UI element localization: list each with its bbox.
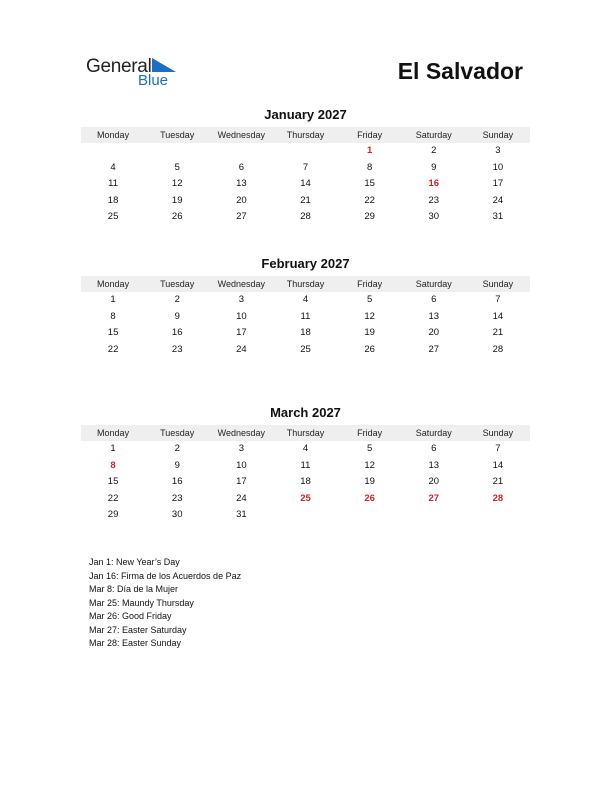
day-cell: 23: [171, 492, 183, 504]
month-title: March 2027: [270, 405, 341, 420]
weekday-header-row: [81, 425, 530, 441]
day-cell: 6: [238, 161, 244, 173]
weekday-header: Sunday: [482, 279, 514, 289]
day-cell: 30: [171, 509, 183, 520]
weekday-header: Saturday: [415, 279, 452, 289]
day-cell: 29: [107, 509, 119, 520]
holiday-note: Mar 26: Good Friday: [89, 611, 172, 621]
day-cell: 15: [107, 327, 119, 338]
day-cell: 13: [236, 178, 247, 189]
day-cell: 20: [428, 327, 440, 338]
day-cell: 24: [236, 492, 247, 504]
empty-day-cell: [466, 507, 530, 524]
weekday-header: Monday: [97, 279, 130, 289]
day-cell: 10: [236, 310, 247, 322]
week-row: [81, 292, 530, 309]
weekday-header: Tuesday: [160, 428, 195, 438]
day-cell: 11: [300, 310, 311, 322]
weekday-header-row: [81, 276, 530, 292]
day-cell: 4: [110, 161, 116, 173]
weekday-header: Wednesday: [217, 279, 266, 289]
weekday-header: Wednesday: [217, 130, 266, 140]
weekday-header: Monday: [97, 428, 130, 438]
day-cell: 1: [110, 443, 116, 454]
day-cell: 12: [364, 310, 375, 322]
day-cell: 19: [364, 476, 375, 487]
day-cell: 14: [492, 459, 504, 471]
day-cell: 1: [366, 145, 373, 156]
empty-day-cell: [145, 143, 209, 160]
week-row: [81, 474, 530, 491]
empty-day-cell: [209, 143, 273, 160]
empty-day-cell: [338, 507, 402, 524]
week-row: [81, 193, 530, 210]
day-cell: 16: [171, 476, 183, 487]
week-row: [81, 441, 530, 458]
day-cell: 2: [174, 443, 180, 454]
day-cell: 17: [492, 178, 504, 189]
day-cell: 31: [236, 509, 247, 520]
day-cell: 21: [492, 327, 504, 338]
day-cell: 12: [364, 459, 375, 471]
week-row: [81, 458, 530, 475]
weekday-header: Saturday: [415, 428, 452, 438]
weekday-header: Tuesday: [160, 130, 195, 140]
holiday-note: Mar 27: Easter Saturday: [89, 624, 187, 635]
generalblue-logo: [86, 56, 186, 92]
logo-word-general: General: [86, 56, 152, 77]
day-cell: 25: [300, 492, 311, 504]
day-cell: 5: [366, 443, 373, 454]
day-cell: 19: [171, 194, 183, 206]
day-cell: 25: [300, 343, 311, 355]
day-cell: 28: [492, 343, 504, 355]
day-cell: 3: [238, 294, 244, 305]
day-cell: 24: [492, 194, 504, 206]
week-row: [81, 507, 530, 524]
day-cell: 5: [174, 161, 180, 173]
day-cell: 6: [431, 443, 437, 454]
holiday-note: Mar 8: Día de la Mujer: [89, 584, 179, 594]
day-cell: 18: [300, 476, 311, 487]
day-cell: 2: [431, 145, 437, 156]
day-cell: 21: [300, 194, 311, 206]
country-title: El Salvador: [397, 58, 523, 84]
day-cell: 18: [300, 327, 311, 338]
day-cell: 25: [107, 211, 119, 222]
day-cell: 7: [495, 443, 501, 454]
day-cell: 30: [428, 211, 440, 222]
day-cell: 11: [300, 459, 311, 471]
holiday-list: [89, 556, 241, 651]
day-cell: 9: [174, 459, 180, 471]
weekday-header: Monday: [97, 130, 130, 140]
day-cell: 9: [431, 161, 437, 173]
day-cell: 23: [428, 194, 440, 206]
day-cell: 8: [110, 459, 116, 471]
empty-day-cell: [273, 507, 337, 524]
day-cell: 20: [428, 476, 440, 487]
day-cell: 26: [171, 211, 183, 222]
day-cell: 10: [236, 459, 247, 471]
weekday-header: Thursday: [286, 130, 325, 140]
day-cell: 17: [236, 476, 247, 487]
day-cell: 14: [300, 178, 311, 189]
day-cell: 6: [431, 294, 437, 305]
weekday-header: Tuesday: [160, 279, 195, 289]
month-title: January 2027: [264, 107, 347, 122]
weekday-header-row: [81, 127, 530, 143]
day-cell: 11: [108, 178, 118, 189]
day-cell: 9: [174, 310, 180, 322]
day-cell: 7: [302, 161, 309, 173]
week-row: [81, 209, 530, 226]
month-calendar: [81, 404, 530, 524]
week-row: [81, 491, 530, 508]
day-cell: 2: [174, 294, 180, 305]
day-cell: 28: [300, 211, 311, 222]
holiday-note: Jan 1: New Year’s Day: [89, 557, 180, 567]
day-cell: 31: [492, 211, 504, 222]
day-cell: 1: [110, 294, 116, 305]
day-cell: 22: [107, 492, 119, 504]
weekday-header: Thursday: [286, 428, 325, 438]
week-row: [81, 309, 530, 326]
day-cell: 27: [236, 211, 247, 222]
weekday-header: Friday: [357, 428, 383, 438]
empty-day-cell: [81, 143, 145, 160]
day-cell: 4: [302, 294, 309, 305]
day-cell: 22: [364, 194, 375, 206]
day-cell: 10: [492, 161, 504, 173]
day-cell: 3: [238, 443, 244, 454]
weekday-header: Friday: [357, 279, 383, 289]
holiday-note: Jan 16: Firma de los Acuerdos de Paz: [89, 570, 242, 581]
week-row: [81, 176, 530, 193]
day-cell: 26: [364, 492, 375, 504]
empty-day-cell: [273, 143, 337, 160]
day-cell: 5: [366, 294, 373, 305]
weekday-header: Sunday: [482, 130, 514, 140]
day-cell: 27: [428, 492, 440, 504]
day-cell: 22: [107, 343, 119, 355]
day-cell: 4: [302, 443, 309, 454]
day-cell: 21: [492, 476, 504, 487]
day-cell: 13: [428, 459, 440, 471]
day-cell: 16: [428, 178, 440, 189]
weekday-header: Wednesday: [217, 428, 266, 438]
day-cell: 8: [110, 310, 116, 322]
weekday-header: Thursday: [286, 279, 325, 289]
logo-word-blue: Blue: [138, 72, 169, 89]
day-cell: 12: [171, 178, 183, 189]
day-cell: 13: [428, 310, 440, 322]
day-cell: 15: [107, 476, 119, 487]
week-row: [81, 325, 530, 342]
day-cell: 17: [236, 327, 247, 338]
day-cell: 20: [236, 194, 247, 206]
day-cell: 28: [492, 492, 504, 504]
empty-day-cell: [402, 507, 466, 524]
holiday-note: Mar 28: Easter Sunday: [89, 638, 182, 648]
day-cell: 29: [364, 211, 375, 222]
weekday-header: Saturday: [415, 130, 452, 140]
day-cell: 26: [364, 343, 375, 355]
week-row: [81, 143, 530, 160]
day-cell: 27: [428, 343, 440, 355]
weekday-header: Friday: [357, 130, 383, 140]
day-cell: 3: [495, 145, 501, 156]
day-cell: 7: [495, 294, 501, 305]
week-row: [81, 342, 530, 359]
day-cell: 8: [366, 161, 373, 173]
day-cell: 19: [364, 327, 375, 338]
day-cell: 23: [171, 343, 183, 355]
day-cell: 16: [171, 327, 183, 338]
week-row: [81, 160, 530, 177]
month-calendar: [81, 106, 530, 226]
month-calendar: [81, 255, 530, 358]
holiday-note: Mar 25: Maundy Thursday: [89, 597, 194, 608]
month-title: February 2027: [261, 256, 350, 271]
day-cell: 15: [364, 178, 375, 189]
day-cell: 24: [236, 343, 247, 355]
weekday-header: Sunday: [482, 428, 514, 438]
day-cell: 14: [492, 310, 504, 322]
day-cell: 18: [107, 194, 119, 206]
